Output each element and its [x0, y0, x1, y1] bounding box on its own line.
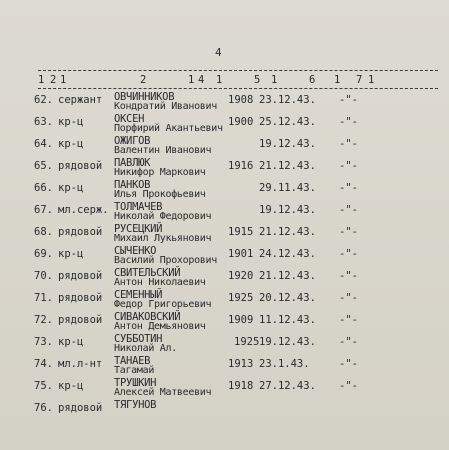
column-header-cell: 2 — [50, 74, 57, 86]
surname-cell: СЫЧЕНКО — [114, 245, 157, 257]
row-number: 76. — [34, 402, 53, 414]
surname-cell: РУСЕЦКИЙ — [114, 223, 163, 235]
ditto-mark: -"- — [339, 358, 358, 370]
table-row — [0, 114, 449, 136]
birth-year-cell: 1925 — [234, 336, 260, 348]
row-number: 73. — [34, 336, 53, 348]
rank-cell: кр-ц — [58, 248, 84, 260]
birth-year-cell: 1915 — [228, 226, 254, 238]
given-name-cell: Илья Прокофьевич — [114, 189, 206, 200]
date-cell: 29.11.43. — [259, 182, 316, 194]
given-name-cell: Алексей Матвеевич — [114, 387, 212, 398]
rank-cell: кр-ц — [58, 138, 84, 150]
row-number: 70. — [34, 270, 53, 282]
row-number: 64. — [34, 138, 53, 150]
date-cell: 24.12.43. — [259, 248, 316, 260]
given-name-cell: Тагамай — [114, 365, 155, 376]
row-number: 63. — [34, 116, 53, 128]
given-name-cell: Михаил Лукьянович — [114, 233, 212, 244]
date-cell: 27.12.43. — [259, 380, 316, 392]
ditto-mark: -"- — [339, 292, 358, 304]
register-table — [0, 92, 449, 422]
surname-cell: ПАВЛЮК — [114, 157, 151, 169]
row-number: 69. — [34, 248, 53, 260]
given-name-cell: Порфирий Акантьевич — [114, 123, 223, 134]
rank-cell: рядовой — [58, 292, 103, 304]
birth-year-cell: 1913 — [228, 358, 254, 370]
rank-cell: кр-ц — [58, 336, 84, 348]
ditto-mark: -"- — [339, 248, 358, 260]
column-header-cell: 1 — [271, 74, 278, 86]
row-number: 65. — [34, 160, 53, 172]
table-row — [0, 268, 449, 290]
date-cell: 21.12.43. — [259, 270, 316, 282]
column-header-cell: 1 — [334, 74, 341, 86]
surname-cell: СУББОТИН — [114, 333, 163, 345]
column-header-cell: 6 — [309, 74, 316, 86]
ditto-mark: -"- — [339, 380, 358, 392]
rank-cell: рядовой — [58, 402, 103, 414]
column-header-cell: 1 — [60, 74, 67, 86]
column-header-cell: 5 — [254, 74, 261, 86]
row-number: 67. — [34, 204, 53, 216]
ditto-mark: -"- — [339, 336, 358, 348]
birth-year-cell: 1916 — [228, 160, 254, 172]
ditto-mark: -"- — [339, 160, 358, 172]
rank-cell: рядовой — [58, 314, 103, 326]
column-header-cell: 7 — [356, 74, 363, 86]
date-cell: 23.1.43. — [259, 358, 310, 370]
given-name-cell: Василий Прохорович — [114, 255, 217, 266]
ditto-mark: -"- — [339, 270, 358, 282]
table-row — [0, 290, 449, 312]
surname-cell: ОЖИГОВ — [114, 135, 151, 147]
ditto-mark: -"- — [339, 94, 358, 106]
date-cell: 19.12.43. — [259, 336, 316, 348]
header-bottom-rule — [38, 88, 438, 89]
date-cell: 21.12.43. — [259, 160, 316, 172]
ditto-mark: -"- — [339, 204, 358, 216]
birth-year-cell: 1920 — [228, 270, 254, 282]
rank-cell: кр-ц — [58, 182, 84, 194]
given-name-cell: Кондратий Иванович — [114, 101, 217, 112]
table-row — [0, 334, 449, 356]
surname-cell: ТАНАЕВ — [114, 355, 151, 367]
surname-cell: СЕМЕННЫЙ — [114, 289, 163, 301]
date-cell: 20.12.43. — [259, 292, 316, 304]
table-row — [0, 92, 449, 114]
rank-cell: кр-ц — [58, 116, 84, 128]
given-name-cell: Николай Федорович — [114, 211, 212, 222]
table-row — [0, 356, 449, 378]
row-number: 66. — [34, 182, 53, 194]
page-number: 4 — [215, 46, 222, 59]
given-name-cell: Федор Григорьевич — [114, 299, 212, 310]
ditto-mark: -"- — [339, 182, 358, 194]
date-cell: 21.12.43. — [259, 226, 316, 238]
row-number: 74. — [34, 358, 53, 370]
table-row — [0, 224, 449, 246]
surname-cell: ПАНКОВ — [114, 179, 151, 191]
date-cell: 19.12.43. — [259, 204, 316, 216]
ditto-mark: -"- — [339, 226, 358, 238]
table-row — [0, 312, 449, 334]
surname-cell: СИВАКОВСКИЙ — [114, 311, 181, 323]
row-number: 68. — [34, 226, 53, 238]
column-header-cell: 1 — [368, 74, 375, 86]
given-name-cell: Антон Демьянович — [114, 321, 206, 332]
column-header-cell: 1 — [38, 74, 45, 86]
birth-year-cell: 1925 — [228, 292, 254, 304]
given-name-cell: Николай Ал. — [114, 343, 177, 354]
rank-cell: рядовой — [58, 226, 103, 238]
date-cell: 25.12.43. — [259, 116, 316, 128]
surname-cell: ТРУШКИН — [114, 377, 157, 389]
date-cell: 11.12.43. — [259, 314, 316, 326]
ditto-mark: -"- — [339, 116, 358, 128]
surname-cell: ОКСЕН — [114, 113, 145, 125]
birth-year-cell: 1909 — [228, 314, 254, 326]
given-name-cell: Никифор Маркович — [114, 167, 206, 178]
ditto-mark: -"- — [339, 138, 358, 150]
column-header-cell: 1 — [188, 74, 195, 86]
given-name-cell: Антон Николаевич — [114, 277, 206, 288]
birth-year-cell: 1908 — [228, 94, 254, 106]
row-number: 71. — [34, 292, 53, 304]
column-header-cell: 2 — [140, 74, 147, 86]
rank-cell: мл.серж. — [58, 204, 109, 216]
date-cell: 19.12.43. — [259, 138, 316, 150]
rank-cell: мл.л-нт — [58, 358, 103, 370]
surname-cell: СВИТЕЛЬСКИЙ — [114, 267, 181, 279]
surname-cell: ТОЛМАЧЕВ — [114, 201, 163, 213]
row-number: 62. — [34, 94, 53, 106]
surname-cell: ОВЧИННИКОВ — [114, 91, 175, 103]
header-top-rule — [38, 70, 438, 71]
rank-cell: рядовой — [58, 160, 103, 172]
birth-year-cell: 1918 — [228, 380, 254, 392]
row-number: 72. — [34, 314, 53, 326]
rank-cell: кр-ц — [58, 380, 84, 392]
birth-year-cell: 1900 — [228, 116, 254, 128]
table-row — [0, 180, 449, 202]
table-row — [0, 158, 449, 180]
rank-cell: рядовой — [58, 270, 103, 282]
surname-cell: ТЯГУНОВ — [114, 399, 157, 411]
table-row — [0, 246, 449, 268]
column-header-row — [38, 74, 438, 86]
row-number: 75. — [34, 380, 53, 392]
date-cell: 23.12.43. — [259, 94, 316, 106]
given-name-cell: Валентин Иванович — [114, 145, 212, 156]
column-header-cell: 1 — [216, 74, 223, 86]
table-row — [0, 400, 449, 422]
table-row — [0, 202, 449, 224]
birth-year-cell: 1901 — [228, 248, 254, 260]
column-header-cell: 4 — [198, 74, 205, 86]
ditto-mark: -"- — [339, 314, 358, 326]
table-row — [0, 378, 449, 400]
rank-cell: сержант — [58, 94, 103, 106]
table-row — [0, 136, 449, 158]
